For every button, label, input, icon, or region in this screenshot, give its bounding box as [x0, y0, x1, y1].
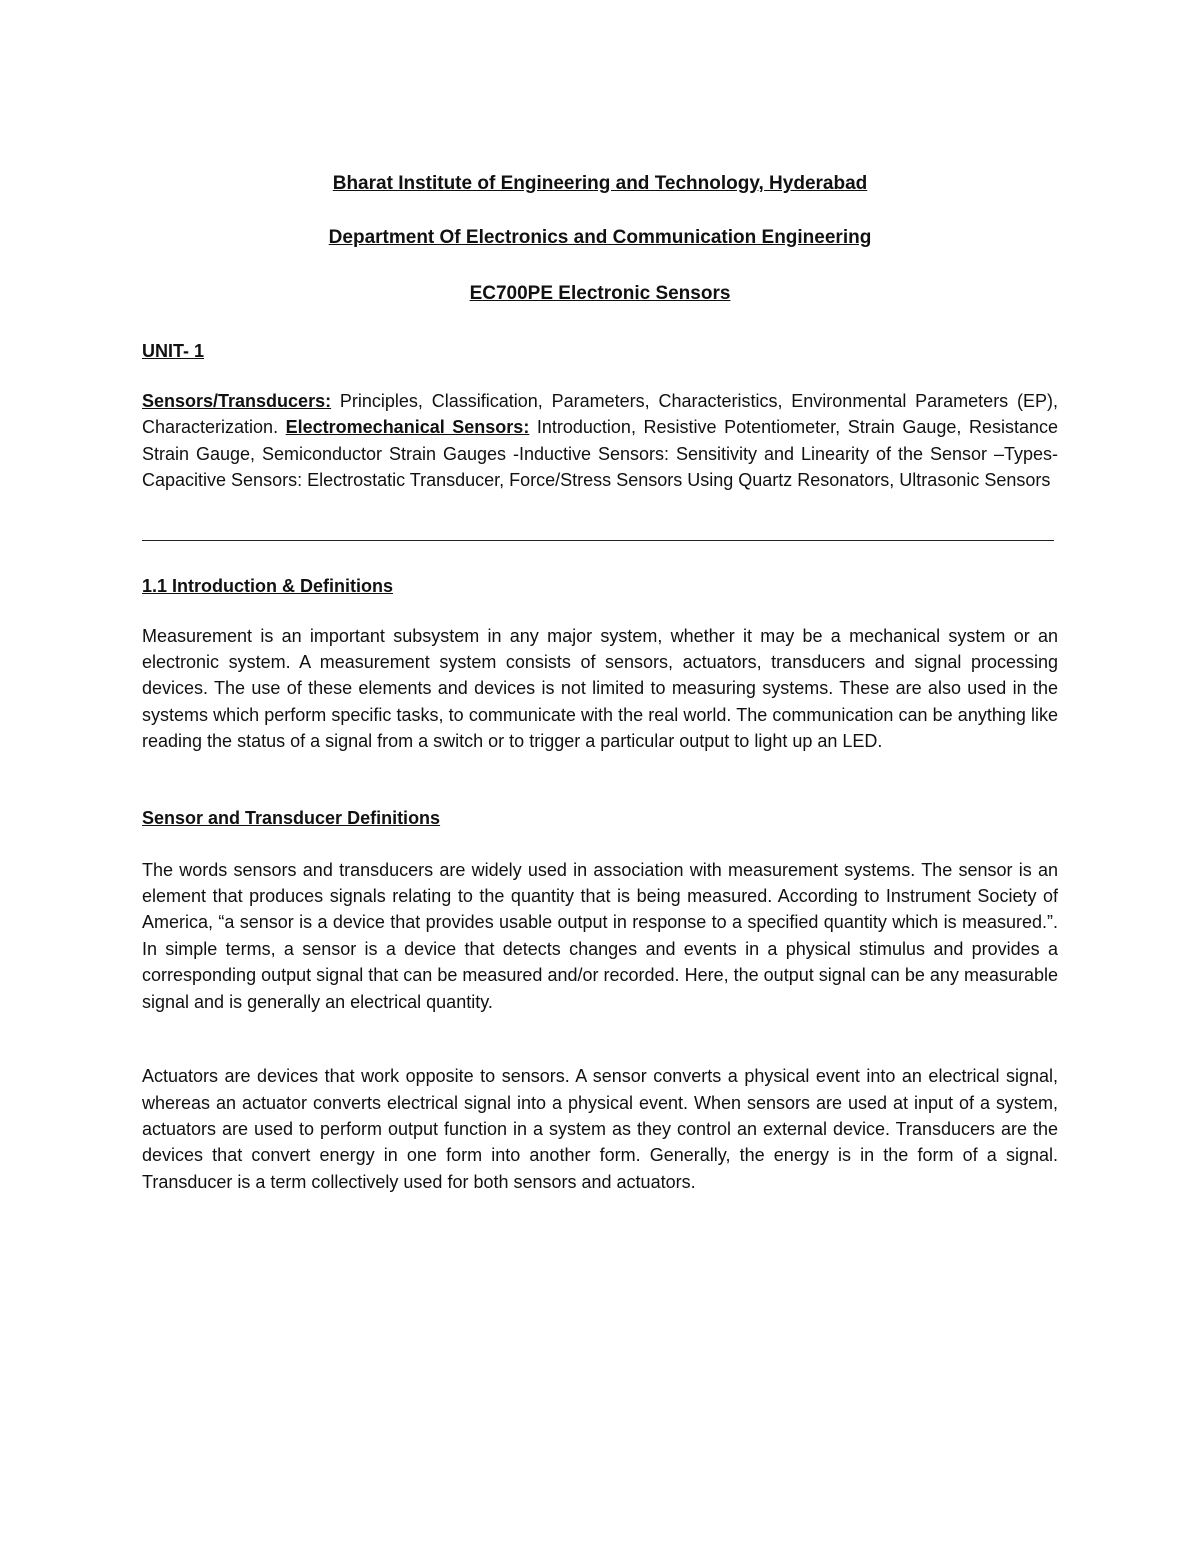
syllabus-topic-sensors-label: Sensors/Transducers:	[142, 391, 332, 411]
document-body	[142, 170, 1058, 1195]
section-heading-introduction: 1.1 Introduction & Definitions	[142, 575, 393, 596]
unit-label: UNIT- 1	[142, 341, 205, 361]
institute-title: Bharat Institute of Engineering and Technology, Hyderabad	[332, 173, 868, 194]
section-heading-definitions: Sensor and Transducer Definitions	[142, 807, 441, 828]
unit-syllabus	[142, 388, 1058, 494]
syllabus-topic-electromechanical-text: Introduction, Resistive Potentiometer, Strain Gauge, Resistance Strain Gauge, Semiconductor Strain Gauges -Inductive Sensors: Sensitivity and Linearity of the Sensor –Types-Capacitive Sensors: Electrostatic Transducer, Force/Stress Sensors Using Quartz Resonators, Ultrasonic Sensors	[142, 417, 1058, 491]
department-title: Department Of Electronics and Communication Engineering	[328, 227, 872, 248]
horizontal-divider	[142, 540, 1054, 541]
course-title: EC700PE Electronic Sensors	[469, 283, 731, 304]
paragraph-actuator-definition: Actuators are devices that work opposite to sensors. A sensor converts a physical event into an electrical signal, whereas an actuator converts electrical signal into a physical event. When sensors are used at input of a system, actuators are used to perform output function in a system as they control an external device. Transducers are the devices that convert energy in one form into another form. Generally, the energy is in the form of a signal. Transducer is a term collectively used for both sensors and actuators.	[142, 1066, 1058, 1192]
paragraph-sensor-definition: The words sensors and transducers are widely used in association with measurement systems. The sensor is an element that produces signals relating to the quantity that is being measured. According to Instrument Society of America, “a sensor is a device that provides usable output in response to a specified quantity which is measured.”. In simple terms, a sensor is a device that detects changes and events in a physical stimulus and provides a corresponding output signal that can be measured and/or recorded. Here, the output signal can be any measurable signal and is generally an electrical quantity.	[142, 859, 1058, 1012]
syllabus-topic-sensors-text: Principles, Classification, Parameters, Characteristics, Environmental Parameters (EP), Characterization.	[142, 391, 1058, 438]
paragraph-introduction: Measurement is an important subsystem in any major system, whether it may be a mechanical system or an electronic system. A measurement system consists of sensors, actuators, transducers and signal processing devices. The use of these elements and devices is not limited to measuring systems. These are also used in the systems which perform specific tasks, to communicate with the real world. The communication can be anything like reading the status of a signal from a switch or to trigger a particular output to light up an LED.	[142, 625, 1058, 752]
syllabus-topic-electromechanical-label: Electromechanical Sensors:	[285, 417, 530, 438]
